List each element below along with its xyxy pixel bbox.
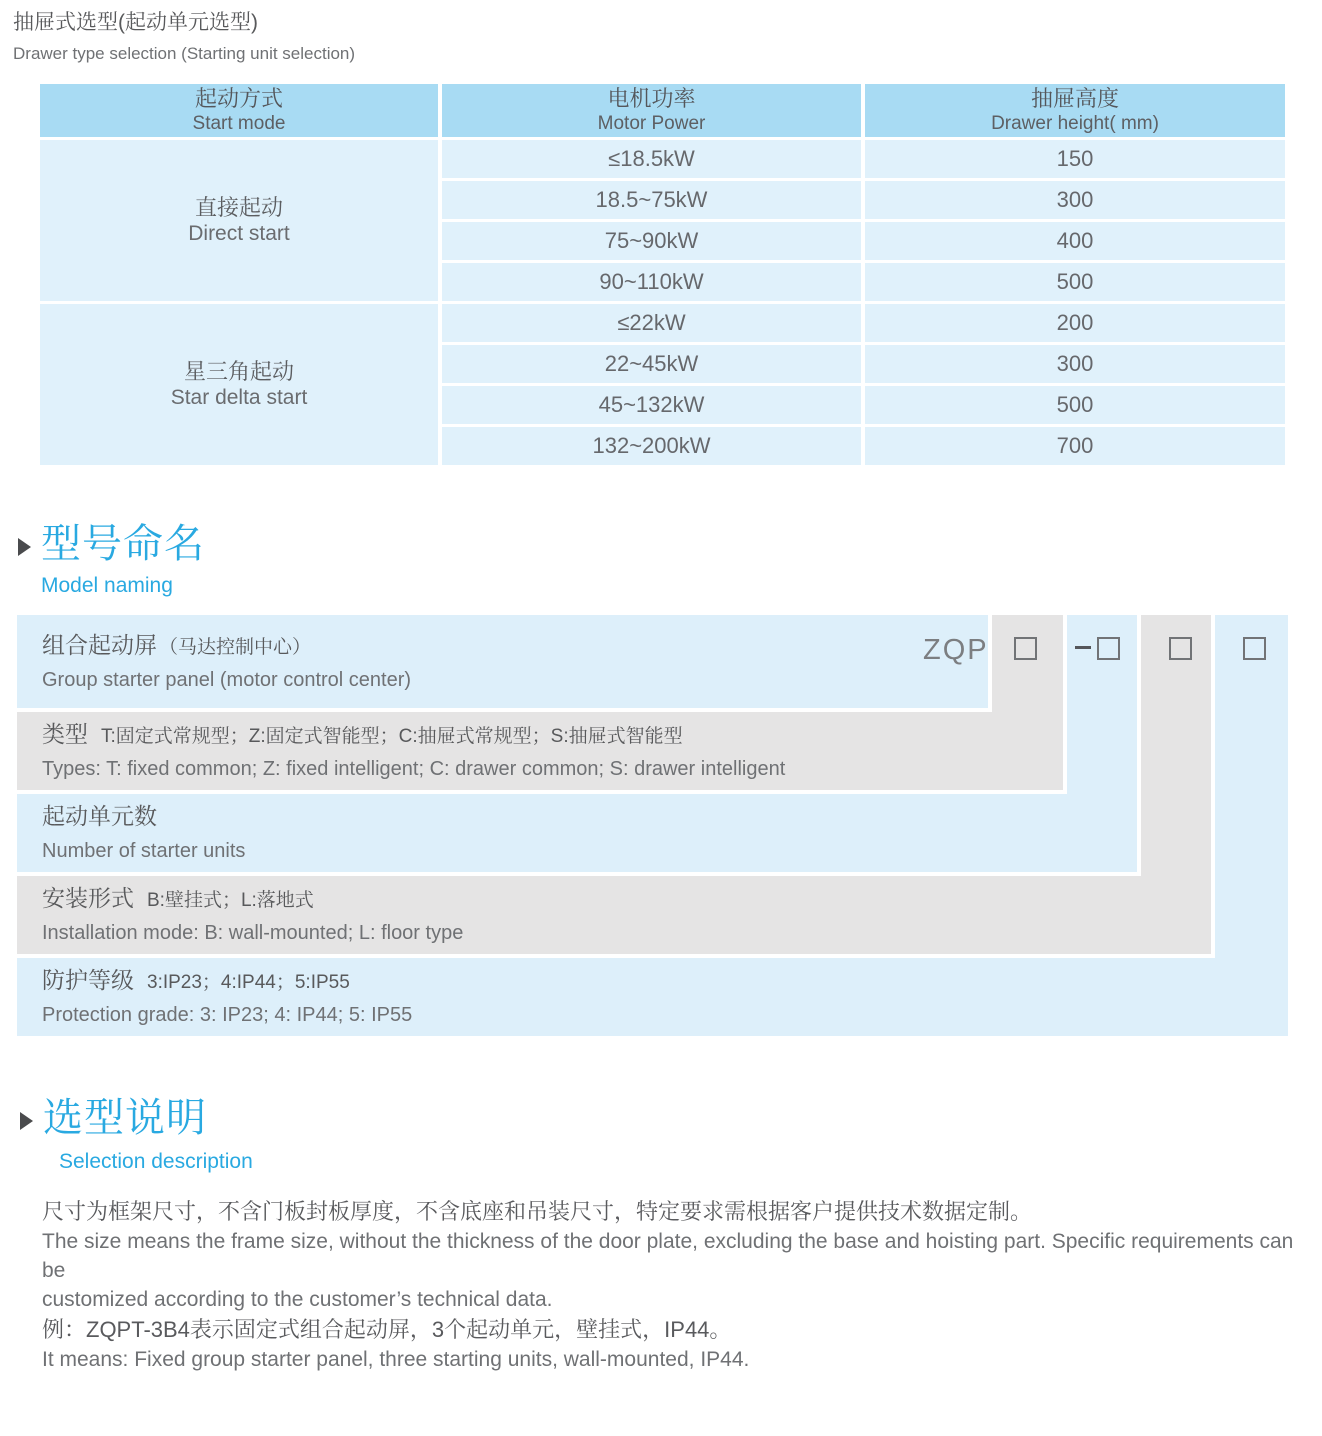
page-title-cn: 抽屉式选型(起动单元选型)	[13, 11, 258, 34]
table-row	[442, 181, 1285, 219]
mode-en: Star delta start	[170, 386, 308, 409]
section-arrow-icon	[18, 538, 31, 556]
band-installation-mode	[17, 876, 1211, 954]
table-row	[442, 263, 1285, 301]
band-cn	[42, 803, 1137, 832]
height-cell: 300	[865, 345, 1285, 383]
power-cell: 75~90kW	[442, 222, 861, 260]
height-cell: 500	[865, 386, 1285, 424]
table-row	[442, 386, 1285, 424]
mode-en: Direct start	[188, 222, 290, 245]
height-cell: 400	[865, 222, 1285, 260]
power-cell: 90~110kW	[442, 263, 861, 301]
table-group-direct-start	[40, 140, 1285, 301]
section-heading-text	[43, 1096, 253, 1174]
band-en: Installation mode: B: wall-mounted; L: floor type	[42, 922, 464, 944]
header-drawer-height-en: Drawer height( mm)	[991, 113, 1159, 134]
height-cell: 200	[865, 304, 1285, 342]
desc-example-en: It means: Fixed group starter panel, three starting units, wall-mounted, IP44.	[42, 1348, 750, 1371]
drawer-selection-table	[40, 84, 1285, 465]
header-motor-power	[442, 84, 861, 137]
table-row	[442, 304, 1285, 342]
band-cn-label: 类型	[42, 721, 88, 747]
power-cell: ≤18.5kW	[442, 140, 861, 178]
band-protection-grade	[17, 958, 1288, 1036]
section-heading-text	[41, 522, 205, 598]
mode-cn: 星三角起动	[183, 359, 294, 384]
band-en: Types: T: fixed common; Z: fixed intelligent; C: drawer common; S: drawer intelligent	[42, 758, 786, 780]
model-digit-box	[1097, 637, 1120, 660]
band-cn	[42, 632, 988, 661]
section-arrow-icon	[20, 1112, 33, 1130]
height-cell: 700	[865, 427, 1285, 465]
band-en: Number of starter units	[42, 840, 246, 862]
header-start-mode-en: Start mode	[192, 113, 286, 134]
desc-note-cn: 尺寸为框架尺寸，不含门板封板厚度，不含底座和吊装尺寸，特定要求需根据客户提供技术数据定制。	[42, 1199, 1033, 1224]
step-column-type	[992, 615, 1063, 712]
section-heading-en: Model naming	[41, 574, 173, 597]
band-cn-note: 3:IP23；4:IP44；5:IP55	[147, 972, 350, 993]
header-motor-power-en: Motor Power	[597, 113, 706, 134]
header-drawer-height	[865, 84, 1285, 137]
power-cell: 45~132kW	[442, 386, 861, 424]
band-group-starter-panel	[17, 615, 988, 708]
header-start-mode	[40, 84, 438, 137]
selection-description-text	[42, 1196, 1294, 1374]
page-title	[13, 10, 355, 64]
header-drawer-height-cn: 抽屉高度	[1030, 86, 1119, 111]
section-heading-cn: 选型说明	[43, 1096, 207, 1140]
mode-cn: 直接起动	[194, 195, 283, 220]
band-cn	[42, 721, 1063, 750]
header-start-mode-cn: 起动方式	[194, 86, 283, 111]
desc-note-en-line1: The size means the frame size, without the thickness of the door plate, excluding the base and hoisting part. Specific requirements can be	[42, 1230, 1294, 1282]
table-row	[442, 427, 1285, 465]
band-starter-units	[17, 794, 1137, 872]
group-rows	[442, 304, 1285, 465]
desc-note-en-line2: customized according to the customer’s technical data.	[42, 1288, 553, 1311]
section-model-naming-heading	[18, 522, 205, 598]
band-cn	[42, 967, 1288, 996]
model-naming-diagram	[17, 615, 1288, 1036]
table-row	[442, 222, 1285, 260]
header-motor-power-cn: 电机功率	[607, 86, 696, 111]
power-cell: ≤22kW	[442, 304, 861, 342]
section-heading-en: Selection description	[59, 1150, 253, 1173]
power-cell: 132~200kW	[442, 427, 861, 465]
mode-cell-direct-start	[40, 140, 438, 301]
model-digit-box	[1169, 637, 1192, 660]
table-header-row	[40, 84, 1285, 137]
band-cn-note: （马达控制中心）	[159, 636, 312, 658]
power-cell: 18.5~75kW	[442, 181, 861, 219]
power-cell: 22~45kW	[442, 345, 861, 383]
height-cell: 500	[865, 263, 1285, 301]
model-dash	[1075, 646, 1091, 649]
table-group-star-delta	[40, 304, 1285, 465]
section-selection-description-heading	[20, 1096, 253, 1174]
step-column-protection	[1215, 615, 1288, 958]
band-cn-label: 安装形式	[42, 885, 134, 911]
mode-cell-star-delta	[40, 304, 438, 465]
model-digit-box	[1014, 637, 1037, 660]
height-cell: 300	[865, 181, 1285, 219]
band-en: Protection grade: 3: IP23; 4: IP44; 5: IP55	[42, 1004, 413, 1026]
band-cn-note: B:壁挂式；L:落地式	[147, 890, 314, 911]
model-digit-box	[1243, 637, 1266, 660]
model-code-prefix: ZQP	[923, 634, 989, 666]
band-cn	[42, 885, 1211, 914]
band-cn-label: 起动单元数	[42, 803, 157, 829]
band-en: Group starter panel (motor control center)	[42, 668, 412, 691]
band-cn-note: T:固定式常规型；Z:固定式智能型；C:抽屉式常规型；S:抽屉式智能型	[101, 726, 683, 747]
table-row	[442, 345, 1285, 383]
table-row	[442, 140, 1285, 178]
height-cell: 150	[865, 140, 1285, 178]
band-cn-label: 组合起动屏	[42, 631, 157, 658]
band-types	[17, 712, 1063, 790]
desc-example-cn: 例：ZQPT-3B4表示固定式组合起动屏，3个起动单元，壁挂式，IP44。	[42, 1317, 732, 1342]
band-cn-label: 防护等级	[42, 967, 134, 993]
group-rows	[442, 140, 1285, 301]
page-title-en: Drawer type selection (Starting unit selection)	[13, 44, 356, 63]
section-heading-cn: 型号命名	[41, 522, 205, 566]
